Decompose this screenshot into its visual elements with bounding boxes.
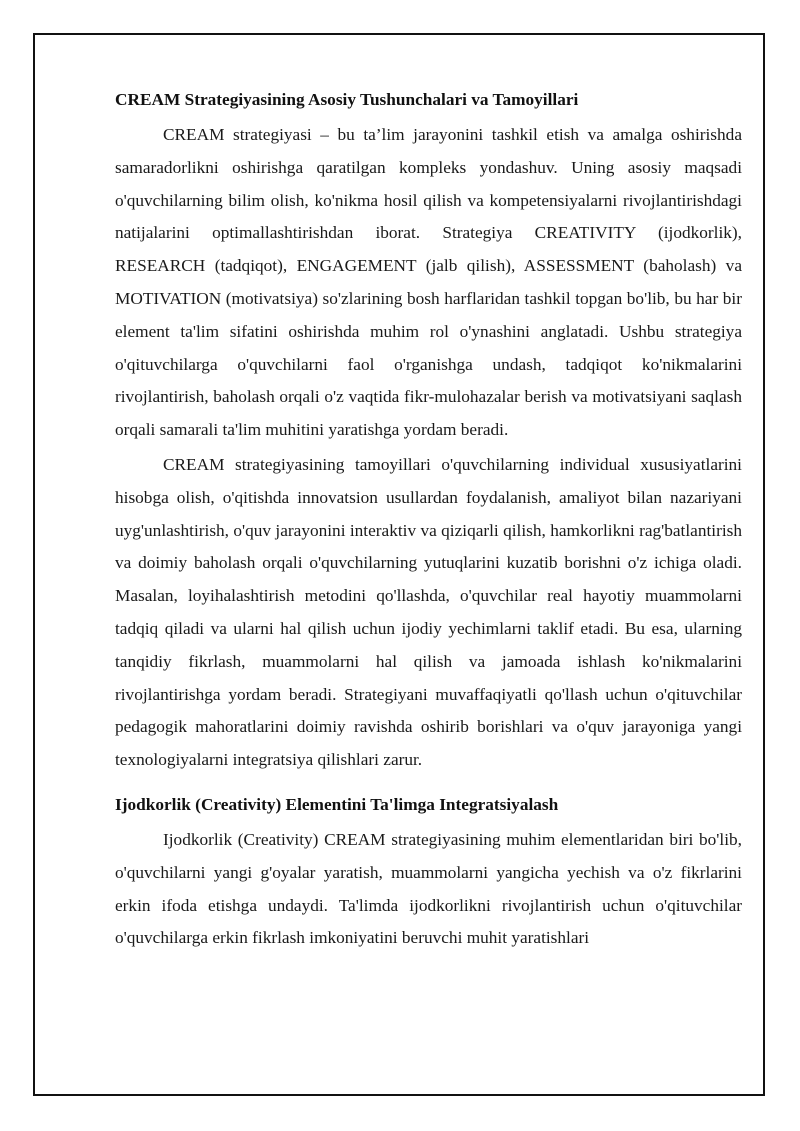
paragraph: CREAM strategiyasining tamoyillari o'quvchilarning individual xususiyatlarini hisobga olish, o'qitishda innovatsion usullardan foydalanish, amaliyot bilan nazariyani uyg'unlashtirish, o'quv jarayonini interaktiv va qiziqarli qilish, hamkorlikni rag'batlantirish va doimiy baholash orqali o'quvchilarning yutuqlarini kuzatib borishni o'z ichiga oladi. Masalan, loyihalashtirish metodini qo'llashda, o'quvchilar real hayotiy muammolarni tadqiq qiladi va ularni hal qilish uchun ijodiy yechimlarni taklif etadi. Bu esa, ularning tanqidiy fikrlash, muammolarni hal qilish va jamoada ishlash ko'nikmalarini rivojlantirishga yordam beradi. Strategiyani muvaffaqiyatli qo'llash uchun o'qituvchilar pedagogik mahoratlarini doimiy ravishda oshirib borishlari va o'quv jarayoniga yangi texnologiyalarni integratsiya qilishlari zarur. xyxy=(115,454,742,770)
section-heading: Ijodkorlik (Creativity) Elementini Ta'limga Integratsiyalash xyxy=(115,794,559,814)
paragraph: Ijodkorlik (Creativity) CREAM strategiyasining muhim elementlaridan biri bo'lib, o'quvchilarni yangi g'oyalar yaratish, muammolarni yangicha yechish va o'z fikrlarini erkin ifoda etishga undaydi. Ta'limda ijodkorlikni rivojlantirish uchun o'qituvchilar o'quvchilarga erkin fikrlash imkoniyatini beruvchi muhit yaratishlari xyxy=(115,829,742,948)
document-body xyxy=(115,86,742,957)
paragraph: CREAM strategiyasi – bu ta’lim jarayonini tashkil etish va amalga oshirishda samaradorlikni oshirishga qaratilgan kompleks yondashuv. Uning asosiy maqsadi o'quvchilarning bilim olish, ko'nikma hosil qilish va kompetensiyalarni rivojlantirishdagi natijalarini optimallashtirishdan iborat. Strategiya CREATIVITY (ijodkorlik), RESEARCH (tadqiqot), ENGAGEMENT (jalb qilish), ASSESSMENT (baholash) va MOTIVATION (motivatsiya) so'zlarining bosh harflaridan tashkil topgan bo'lib, bu har bir element ta'lim sifatini oshirishda muhim rol o'ynashini anglatadi. Ushbu strategiya o'qituvchilarga o'quvchilarni faol o'rganishga undash, tadqiqot ko'nikmalarini rivojlantirish, baholash orqali o'z vaqtida fikr-mulohazalar berish va motivatsiyani saqlash orqali samarali ta'lim muhitini yaratishga yordam beradi. xyxy=(115,125,742,440)
section-heading: CREAM Strategiyasining Asosiy Tushunchalari va Tamoyillari xyxy=(115,90,579,109)
